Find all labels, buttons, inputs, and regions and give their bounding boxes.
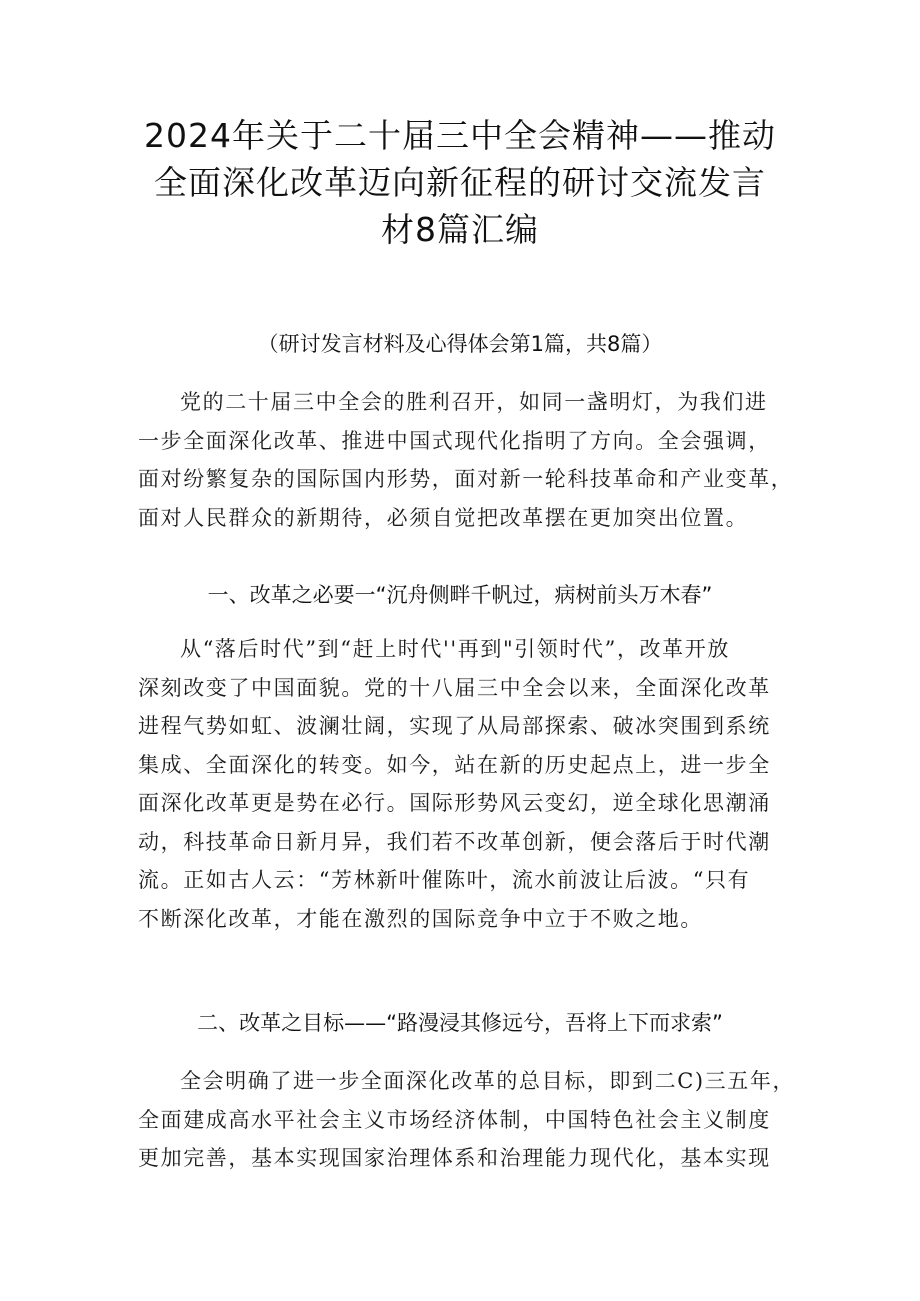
- paragraph-line: 面对人民群众的新期待，必须自觉把改革摆在更加突出位置。: [138, 505, 749, 530]
- paragraph-line: 从“落后时代”到“赶上时代''再到"引领时代”，改革开放: [180, 637, 730, 661]
- paragraph-line: 全会明确了进一步全面深化改革的总目标，即到二C)三五年，: [180, 1069, 796, 1093]
- title-line-2: 全面深化改革迈向新征程的研讨交流发言: [154, 163, 766, 202]
- section-2-heading: 二、改革之目标——“路漫浸其修远兮，吾将上下而求索”: [197, 1011, 723, 1035]
- section-2-paragraph: [138, 1062, 798, 1178]
- paragraph-line: 面深化改革更是势在必行。国际形势风云变幻，逆全球化思潮涌: [138, 791, 771, 815]
- paragraph-line: 深刻改变了中国面貌。党的十八届三中全会以来，全面深化改革: [138, 675, 771, 700]
- paragraph-line: 面对纷繁复杂的国际国内形势，面对新一轮科技革命和产业变革，: [138, 467, 794, 491]
- title-line-3: 材8篇汇编: [381, 210, 539, 249]
- paragraph-line: 流。正如古人云：“芳林新叶催陈叶，流水前波让后波。“只有: [138, 868, 751, 892]
- paragraph-line: 动，科技革命日新月异，我们若不改革创新，便会落后于时代潮: [138, 829, 771, 854]
- document-title: [120, 112, 800, 253]
- document-subtitle: （研讨发言材料及心得体会第1篇，共8篇）: [257, 332, 663, 356]
- paragraph-line: 集成、全面深化的转变。如今，站在新的历史起点上，进一步全: [138, 752, 771, 777]
- paragraph-line: 党的二十届三中全会的胜利召开，如同一盏明灯，为我们进: [180, 390, 768, 414]
- paragraph-line: 一步全面深化改革、推进中国式现代化指明了方向。全会强调，: [138, 428, 771, 453]
- paragraph-line: 更加完善，基本实现国家治理体系和治理能力现代化，基本实现: [138, 1146, 771, 1170]
- title-line-1: 2024年关于二十届三中全会精神——推动: [144, 116, 776, 155]
- section-1-heading: 一、改革之必要一“沉舟侧畔千帆过，病树前头万木春”: [207, 583, 713, 607]
- paragraph-line: 全面建成高水平社会主义市场经济体制，中国特色社会主义制度: [138, 1107, 771, 1132]
- paragraph-line: 进程气势如虹、波澜壮阔，实现了从局部探索、破冰突围到系统: [138, 714, 771, 738]
- section-1-paragraph: [138, 630, 798, 938]
- intro-paragraph: [138, 383, 798, 537]
- paragraph-line: 不断深化改革，才能在激烈的国际竞争中立于不败之地。: [138, 906, 703, 931]
